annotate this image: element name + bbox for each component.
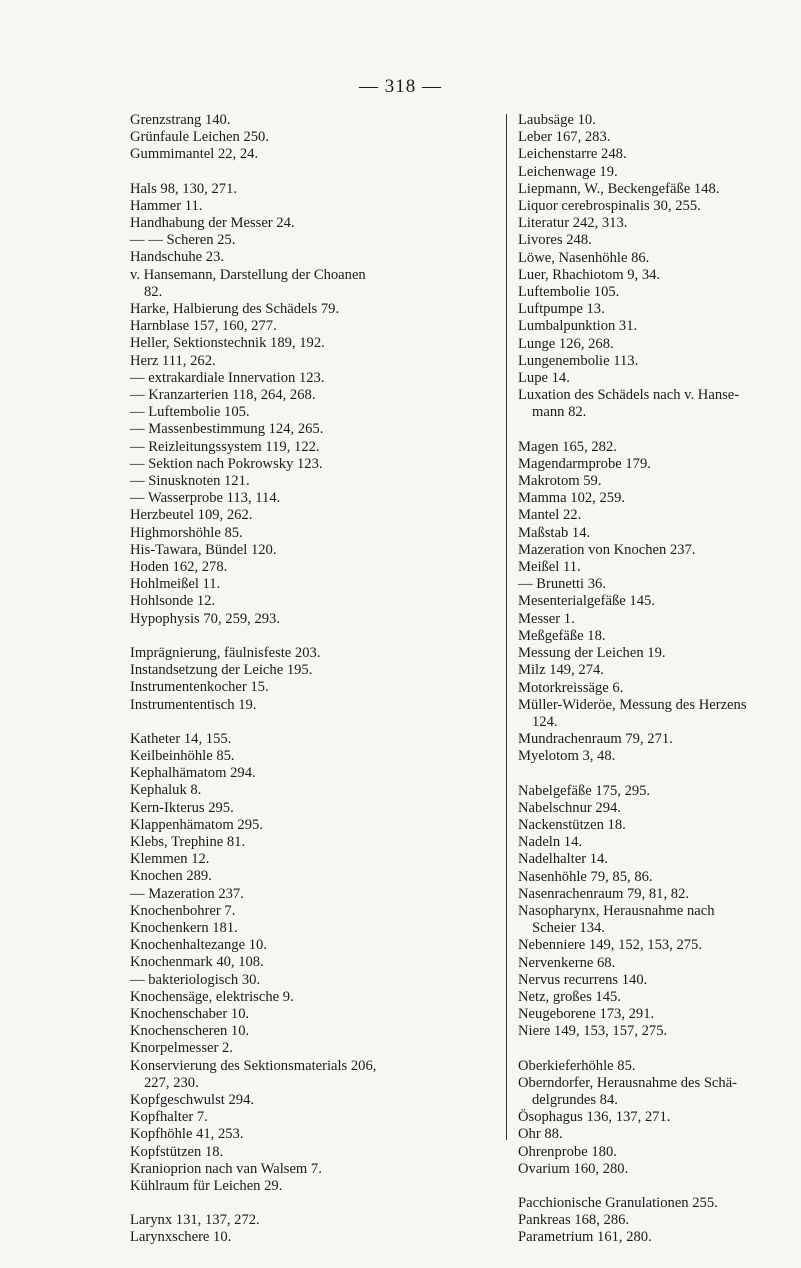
index-entry: Luftpumpe 13. (518, 301, 605, 318)
index-entry: Nebenniere 149, 152, 153, 275. (518, 937, 703, 954)
index-entry: Konservierung des Sektionsmaterials 206, (130, 1057, 377, 1074)
index-entry: His-Tawara, Bündel 120. (130, 541, 277, 558)
section-gap (130, 714, 490, 731)
index-entry: Leber 167, 283. (518, 129, 611, 146)
index-entry: Ohr 88. (518, 1126, 563, 1143)
index-entry: Kern-Ikterus 295. (130, 799, 234, 816)
index-entry: Herz 111, 262. (130, 352, 216, 369)
index-entry: Knochenschaber 10. (130, 1005, 250, 1022)
section-gap (518, 1041, 764, 1058)
index-entry-continuation: mann 82. (532, 404, 587, 421)
index-entry: Meißel 11. (518, 559, 581, 576)
index-entry: Meßgefäße 18. (518, 627, 606, 644)
index-entry: — Sektion nach Pokrowsky 123. (130, 455, 323, 472)
index-entry-continuation: 124. (532, 713, 558, 730)
index-entry: Knochenscheren 10. (130, 1023, 250, 1040)
index-entry: Nadelhalter 14. (518, 851, 608, 868)
index-entry: Hohlmeißel 11. (130, 576, 221, 593)
section-gap (518, 1178, 764, 1195)
index-entry: Herzbeutel 109, 262. (130, 507, 253, 524)
index-entry: Magen 165, 282. (518, 438, 617, 455)
index-entry: Nackenstützen 18. (518, 816, 626, 833)
index-entry: Maßstab 14. (518, 524, 591, 541)
index-entry: Kopfgeschwulst 294. (130, 1091, 255, 1108)
index-entry: Ovarium 160, 280. (518, 1160, 629, 1177)
section-gap (518, 766, 764, 783)
index-entry: Hammer 11. (130, 197, 203, 214)
index-entry: Keilbeinhöhle 85. (130, 747, 235, 764)
index-entry: Klappenhämatom 295. (130, 816, 263, 833)
index-entry: Klebs, Trephine 81. (130, 833, 246, 850)
index-entry: Oberndorfer, Herausnahme des Schä- (518, 1074, 738, 1091)
index-entry: Ösophagus 136, 137, 271. (518, 1109, 671, 1126)
index-entry: Motorkreissäge 6. (518, 679, 624, 696)
index-entry: Kephaluk 8. (130, 782, 202, 799)
index-entry: — Mazeration 237. (130, 885, 244, 902)
index-entry: Leichenwage 19. (518, 163, 618, 180)
index-entry: Harnblase 157, 160, 277. (130, 318, 277, 335)
index-entry: Parametrium 161, 280. (518, 1229, 652, 1246)
index-entry: — extrakardiale Innervation 123. (130, 369, 325, 386)
index-entry: Livores 248. (518, 232, 592, 249)
index-entry: — Sinusknoten 121. (130, 473, 250, 490)
index-entry: Kopfhöhle 41, 253. (130, 1126, 244, 1143)
index-entry: Luxation des Schädels nach v. Hanse- (518, 387, 740, 404)
index-entry: Highmorshöhle 85. (130, 524, 243, 541)
index-entry: Lupe 14. (518, 370, 570, 387)
index-entry: v. Hansemann, Darstellung der Choanen (130, 266, 366, 283)
index-entry-continuation: 227, 230. (144, 1074, 199, 1091)
index-entry: Lungenembolie 113. (518, 352, 639, 369)
index-entry: Nasopharynx, Herausnahme nach (518, 902, 715, 919)
index-entry: Lumbalpunktion 31. (518, 318, 638, 335)
index-entry: — Kranzarterien 118, 264, 268. (130, 387, 316, 404)
index-entry: Müller-Wideröe, Messung des Herzens (518, 696, 747, 713)
index-entry: — bakteriologisch 30. (130, 971, 261, 988)
column-divider (506, 114, 507, 1140)
index-entry: Nervenkerne 68. (518, 954, 616, 971)
index-entry: Nervus recurrens 140. (518, 971, 648, 988)
index-entry: Instandsetzung der Leiche 195. (130, 662, 313, 679)
index-entry: Nabelschnur 294. (518, 799, 621, 816)
index-entry: — Massenbestimmung 124, 265. (130, 421, 324, 438)
index-entry: Myelotom 3, 48. (518, 748, 616, 765)
index-entry: Mantel 22. (518, 507, 582, 524)
index-entry: Mazeration von Knochen 237. (518, 541, 696, 558)
index-entry: Makrotom 59. (518, 473, 602, 490)
index-entry: Instrumententisch 19. (130, 696, 257, 713)
index-entry: Mamma 102, 259. (518, 490, 626, 507)
index-entry: Nabelgefäße 175, 295. (518, 782, 651, 799)
index-entry: Hals 98, 130, 271. (130, 180, 238, 197)
index-entry: Milz 149, 274. (518, 662, 604, 679)
index-entry-continuation: Scheier 134. (532, 920, 605, 937)
index-entry: Harke, Halbierung des Schädels 79. (130, 301, 340, 318)
index-entry: Kopfhalter 7. (130, 1109, 208, 1126)
index-entry: Knochensäge, elektrische 9. (130, 988, 294, 1005)
index-entry: Netz, großes 145. (518, 988, 621, 1005)
index-entry: Gummimantel 22, 24. (130, 146, 259, 163)
index-entry: Handschuhe 23. (130, 249, 225, 266)
index-entry: Luftembolie 105. (518, 284, 620, 301)
index-entry: Löwe, Nasenhöhle 86. (518, 249, 650, 266)
index-entry: Kephalhämatom 294. (130, 765, 256, 782)
index-entry: Larynx 131, 137, 272. (130, 1212, 260, 1229)
index-entry: Hypophysis 70, 259, 293. (130, 610, 280, 627)
index-entry: Messer 1. (518, 610, 575, 627)
index-entry: Knochen 289. (130, 868, 212, 885)
index-entry: Heller, Sektionstechnik 189, 192. (130, 335, 325, 352)
index-entry: Liepmann, W., Beckengefäße 148. (518, 180, 720, 197)
index-entry: Nasenhöhle 79, 85, 86. (518, 868, 653, 885)
index-entry: Imprägnierung, fäulnisfeste 203. (130, 644, 321, 661)
index-entry: Mesenterialgefäße 145. (518, 593, 655, 610)
index-entry: — Brunetti 36. (518, 576, 606, 593)
index-entry: Kopfstützen 18. (130, 1143, 224, 1160)
section-gap (130, 1195, 490, 1212)
index-entry: Klemmen 12. (130, 851, 210, 868)
index-entry: Kühlraum für Leichen 29. (130, 1177, 283, 1194)
index-entry: Mundrachenraum 79, 271. (518, 731, 673, 748)
index-entry: Niere 149, 153, 157, 275. (518, 1023, 668, 1040)
index-entry: Lunge 126, 268. (518, 335, 614, 352)
section-gap (130, 164, 490, 181)
index-entry: Larynxschere 10. (130, 1229, 232, 1246)
index-entry: Knochenkern 181. (130, 919, 238, 936)
index-entry: Nasenrachenraum 79, 81, 82. (518, 885, 690, 902)
index-entry: Knochenbohrer 7. (130, 902, 236, 919)
index-entry: Neugeborene 173, 291. (518, 1006, 655, 1023)
index-entry: Pacchionische Granulationen 255. (518, 1194, 718, 1211)
page-number: — 318 — (359, 76, 442, 97)
index-entry: Knochenhaltezange 10. (130, 937, 267, 954)
index-entry-continuation: 82. (144, 283, 163, 300)
index-entry: Grenzstrang 140. (130, 112, 231, 128)
index-entry: Nadeln 14. (518, 834, 583, 851)
index-entry: — Luftembolie 105. (130, 404, 250, 421)
index-entry: Kranioprion nach van Walsem 7. (130, 1160, 322, 1177)
index-entry: Katheter 14, 155. (130, 730, 232, 747)
index-entry: Handhabung der Messer 24. (130, 215, 295, 232)
index-entry-continuation: delgrundes 84. (532, 1091, 618, 1108)
index-entry: Oberkieferhöhle 85. (518, 1057, 636, 1074)
index-entry: Literatur 242, 313. (518, 215, 628, 232)
section-gap (518, 422, 764, 439)
index-entry: Grünfaule Leichen 250. (130, 129, 269, 146)
index-entry: — Wasserprobe 113, 114. (130, 490, 281, 507)
index-entry: Liquor cerebrospinalis 30, 255. (518, 198, 701, 215)
section-gap (130, 628, 490, 645)
index-entry: Messung der Leichen 19. (518, 645, 666, 662)
index-entry: Magendarmprobe 179. (518, 455, 651, 472)
index-entry: Pankreas 168, 286. (518, 1212, 630, 1229)
index-entry: Leichenstarre 248. (518, 146, 627, 163)
index-entry: Ohrenprobe 180. (518, 1143, 617, 1160)
index-entry: Hohlsonde 12. (130, 593, 216, 610)
index-column-right (518, 112, 764, 1247)
index-entry: Knorpelmesser 2. (130, 1040, 233, 1057)
index-entry: Luer, Rhachiotom 9, 34. (518, 266, 661, 283)
index-entry: — — Scheren 25. (130, 232, 236, 249)
index-column-left (130, 112, 490, 1247)
index-entry: Hoden 162, 278. (130, 559, 228, 576)
index-entry: — Reizleitungssystem 119, 122. (130, 438, 320, 455)
index-entry: Instrumentenkocher 15. (130, 679, 269, 696)
index-entry: Knochenmark 40, 108. (130, 954, 264, 971)
index-entry: Laubsäge 10. (518, 112, 596, 128)
